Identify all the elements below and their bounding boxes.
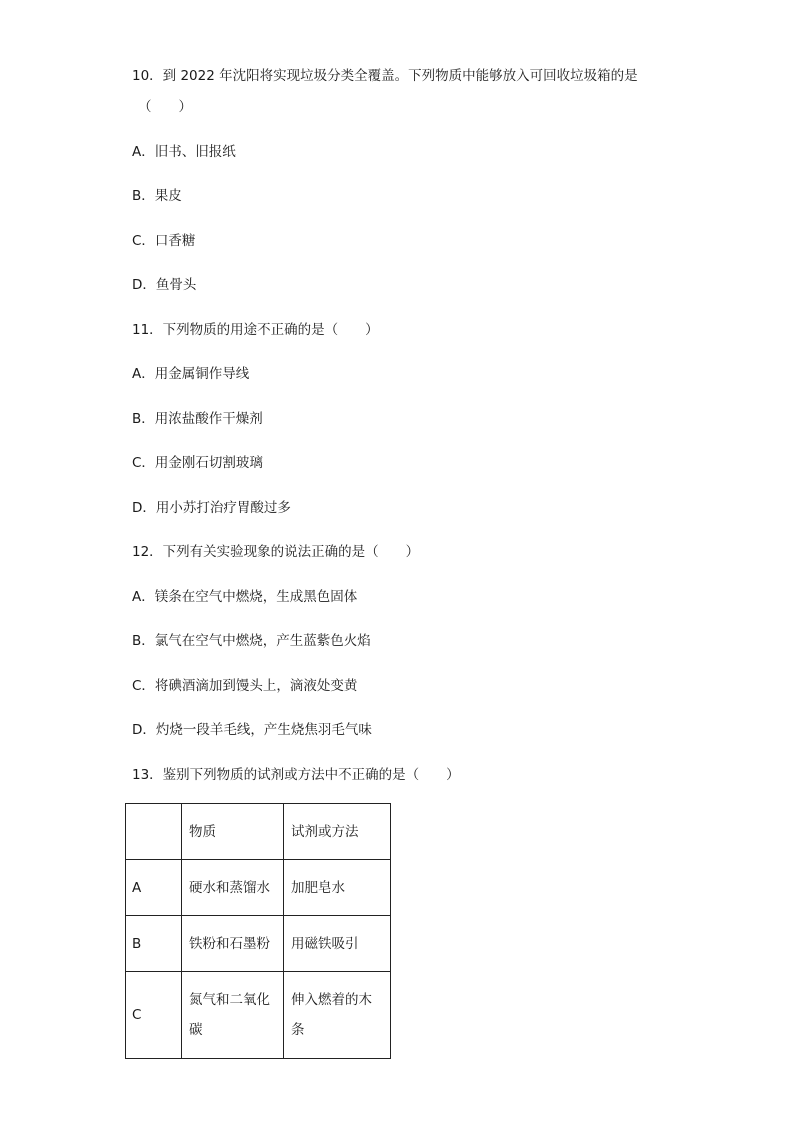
- q11-option-b: B．用浓盐酸作干燥剂: [132, 411, 263, 427]
- table-cell: C: [126, 972, 182, 1059]
- q10-option-d: D．鱼骨头: [132, 277, 197, 293]
- table-row: [126, 972, 391, 1059]
- table-header-cell: 试剂或方法: [284, 804, 391, 860]
- q11-option-d: D．用小苏打治疗胃酸过多: [132, 500, 291, 516]
- table-cell: 硬水和蒸馏水: [182, 860, 284, 916]
- table-cell: 铁粉和石墨粉: [182, 916, 284, 972]
- q12-option-b: B．氯气在空气中燃烧，产生蓝紫色火焰: [132, 633, 371, 649]
- q10-stem-line1: 10．到 2022 年沈阳将实现垃圾分类全覆盖。下列物质中能够放入可回收垃圾箱的是: [132, 68, 638, 84]
- q11-option-c: C．用金刚石切割玻璃: [132, 455, 263, 471]
- table-cell: 氮气和二氧化 碳: [182, 972, 284, 1059]
- table-cell: 加肥皂水: [284, 860, 391, 916]
- table-header-cell: 物质: [182, 804, 284, 860]
- table-row: [126, 860, 391, 916]
- q11-stem: 11．下列物质的用途不正确的是（ ）: [132, 322, 379, 338]
- table-cell: A: [126, 860, 182, 916]
- q11-option-a: A．用金属铜作导线: [132, 366, 250, 382]
- table-cell: 用磁铁吸引: [284, 916, 391, 972]
- q10-stem-line2: （ ）: [138, 99, 192, 115]
- table-header-cell: [126, 804, 182, 860]
- table-cell: 伸入燃着的木 条: [284, 972, 391, 1059]
- q10-option-b: B．果皮: [132, 188, 182, 204]
- q12-option-d: D．灼烧一段羊毛线，产生烧焦羽毛气味: [132, 722, 372, 738]
- q12-stem: 12．下列有关实验现象的说法正确的是（ ）: [132, 544, 420, 560]
- table-row: [126, 916, 391, 972]
- table-cell: B: [126, 916, 182, 972]
- q13-table: [125, 803, 391, 1059]
- q13-stem: 13．鉴别下列物质的试剂或方法中不正确的是（ ）: [132, 767, 460, 783]
- q10-option-c: C．口香糖: [132, 233, 196, 249]
- q12-option-c: C．将碘酒滴加到馒头上，滴液处变黄: [132, 678, 358, 694]
- q12-option-a: A．镁条在空气中燃烧，生成黑色固体: [132, 589, 358, 605]
- table-header-row: [126, 804, 391, 860]
- q10-option-a: A．旧书、旧报纸: [132, 144, 236, 160]
